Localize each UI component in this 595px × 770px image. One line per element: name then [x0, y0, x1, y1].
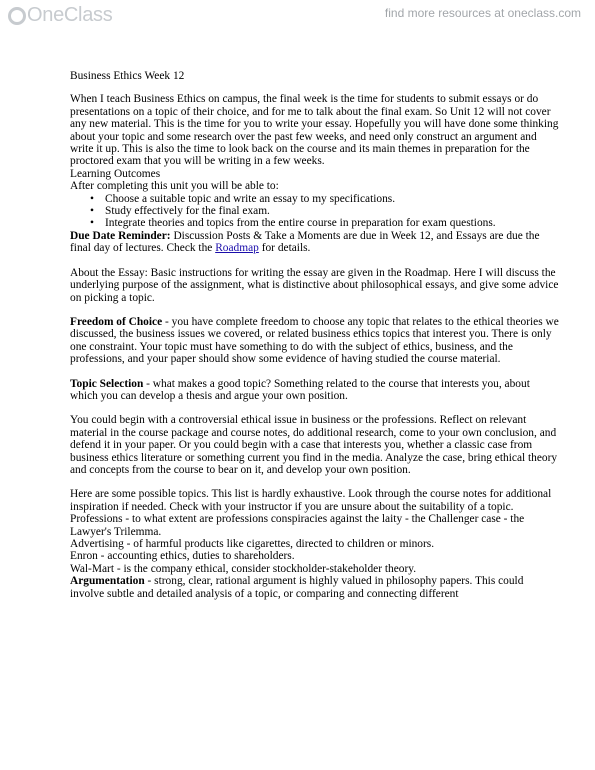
argumentation-text: - strong, clear, rational argument is highly valued in philosophy papers. This could involve subtle and detailed analysis of a topic, or comparing and connecting different: [70, 575, 524, 600]
freedom-of-choice-paragraph: [70, 316, 560, 366]
outcomes-list: [70, 193, 560, 230]
logo-text: OneClass: [27, 3, 113, 26]
find-more-resources-link[interactable]: find more resources at oneclass.com: [384, 6, 581, 20]
roadmap-link[interactable]: Roadmap: [215, 242, 259, 255]
topic-line: Enron - accounting ethics, duties to shareholders.: [70, 550, 295, 563]
oneclass-logo-icon: [8, 7, 26, 25]
freedom-of-choice-text: - you have complete freedom to choose any topic that relates to the ethical theories we discussed, the business issues we covered, or related business ethics topics that interest you. There is only one constraint. Your topic must have something to do with the subject of ethics, business, and the professions, and your paper should show some evidence of having studied the course material.: [70, 315, 559, 366]
about-essay-paragraph: About the Essay: Basic instructions for writing the essay are given in the Roadmap. Here I will discuss the underlying purpose of the assignment, what is distinctive about philosophical essays, and give some advice on picking a topic.: [70, 266, 559, 304]
list-item: • Study effectively for the final exam.: [70, 205, 560, 217]
due-date-reminder: [70, 230, 560, 255]
outcomes-lead: After completing this unit you will be able to:: [70, 180, 279, 193]
topic-line: Advertising - of harmful products like cigarettes, directed to children or minors.: [70, 538, 435, 550]
topics-intro-paragraph: Here are some possible topics. This list is hardly exhaustive. Look through the course notes for additional inspiration if needed. Check with your instructor if you are unsure about the suitability of a topic.: [70, 488, 552, 513]
due-date-text: Discussion Posts & Take a Moments are due in Week 12, and Essays are due the final day of lectures. Check the: [70, 229, 540, 255]
topic-selection-text: - what makes a good topic? Something related to the course that interests you, about which you can develop a thesis and argue your own position.: [70, 377, 530, 402]
due-date-label: Due Date Reminder:: [70, 229, 171, 242]
freedom-of-choice-label: Freedom of Choice: [70, 315, 163, 328]
intro-paragraph: When I teach Business Ethics on campus, the final week is the time for students to submit essays or do presentations on a topic of their choice, and for me to talk about the final exam. So Unit 12 will not cover any new material. This is the time for you to write your essay. Hopefully you will have done some thinking about your topic and some research over the past few weeks, and need only construct an argument and write it up. This is also the time to look back on the course and its main themes in preparation for the proctored exam that you will be writing in a few weeks.: [70, 93, 559, 168]
due-date-tail: for details.: [258, 242, 311, 255]
begin-paragraph: You could begin with a controversial ethical issue in business or the professions. Reflect on relevant material in the course package and course notes, do additional research, come to your own conclusion, and defend it in your paper. Or you could begin with a case that interests you, whether a classic case from business ethics literature or something current you find in the media. Analyze the case, bring ethical theory and concepts from the course to bear on it, and develop your own position.: [70, 414, 558, 476]
topic-line: Wal-Mart - is the company ethical, consider stockholder-stakeholder theory.: [70, 562, 417, 575]
oneclass-logo[interactable]: [8, 3, 112, 27]
learning-outcomes-heading: Learning Outcomes: [70, 167, 161, 180]
document-body: [70, 70, 560, 600]
argumentation-paragraph: [70, 575, 560, 600]
topic-selection-paragraph: [70, 378, 560, 403]
document-title: Business Ethics Week 12: [70, 70, 185, 82]
page-header: [0, 0, 595, 30]
topic-selection-label: Topic Selection: [70, 377, 144, 390]
list-item: • Choose a suitable topic and write an essay to my specifications.: [70, 193, 560, 205]
topic-line: Professions - to what extent are professions conspiracies against the laity - the Challenger case - the Lawyer's Trilemma.: [70, 513, 525, 538]
argumentation-label: Argumentation: [70, 575, 145, 588]
list-item: • Integrate theories and topics from the entire course in preparation for exam questions.: [70, 217, 560, 229]
